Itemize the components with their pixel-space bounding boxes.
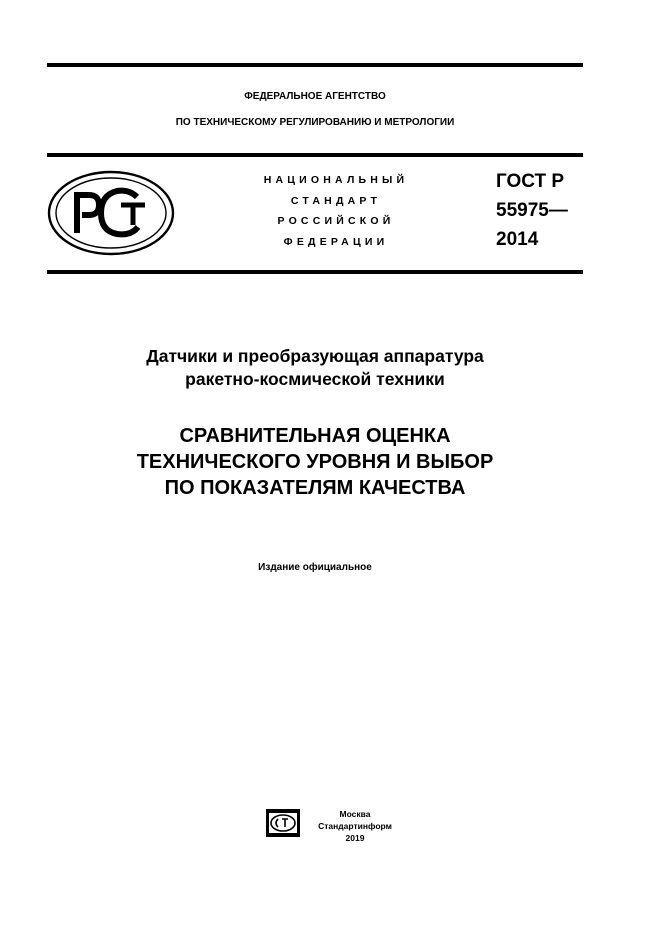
standard-type-line-2: СТАНДАРТ [290,194,382,207]
document-subtitle-line-1: Датчики и преобразующая аппаратура [146,346,484,366]
standard-type-line-3: РОССИЙСКОЙ [277,215,395,227]
rst-certification-mark-icon [45,167,177,259]
document-title-line-2: ТЕХНИЧЕСКОГО УРОВНЯ И ВЫБОР [136,451,494,473]
publisher-logo [265,808,301,838]
designation-line-2: 55975— [496,200,568,221]
agency-line-2: ПО ТЕХНИЧЕСКОМУ РЕГУЛИРОВАНИЮ И МЕТРОЛОГИИ [175,117,455,128]
header-bottom-rule [47,270,583,274]
standartinform-logo-icon [265,808,301,838]
standard-type-line-1: НАЦИОНАЛЬНЫЙ [263,174,409,186]
publisher-year: 2019 [345,833,365,843]
publisher-name: Стандартинформ [318,821,392,831]
publisher-city: Москва [339,809,371,819]
document-title-line-1: СРАВНИТЕЛЬНАЯ ОЦЕНКА [179,425,451,447]
designation-line-1: ГОСТ Р [496,171,565,192]
document-subtitle-line-2: ракетно-космической техники [185,369,445,389]
designation-line-3: 2014 [496,229,539,250]
top-rule [47,63,583,67]
standard-type-line-4: ФЕДЕРАЦИИ [283,235,389,248]
header-top-rule [47,153,583,157]
document-title-line-3: ПО ПОКАЗАТЕЛЯМ КАЧЕСТВА [164,477,466,499]
agency-line-1: ФЕДЕРАЛЬНОЕ АГЕНТСТВО [244,91,386,102]
edition-label: Издание официальное [258,562,372,573]
rst-logo [45,167,177,259]
